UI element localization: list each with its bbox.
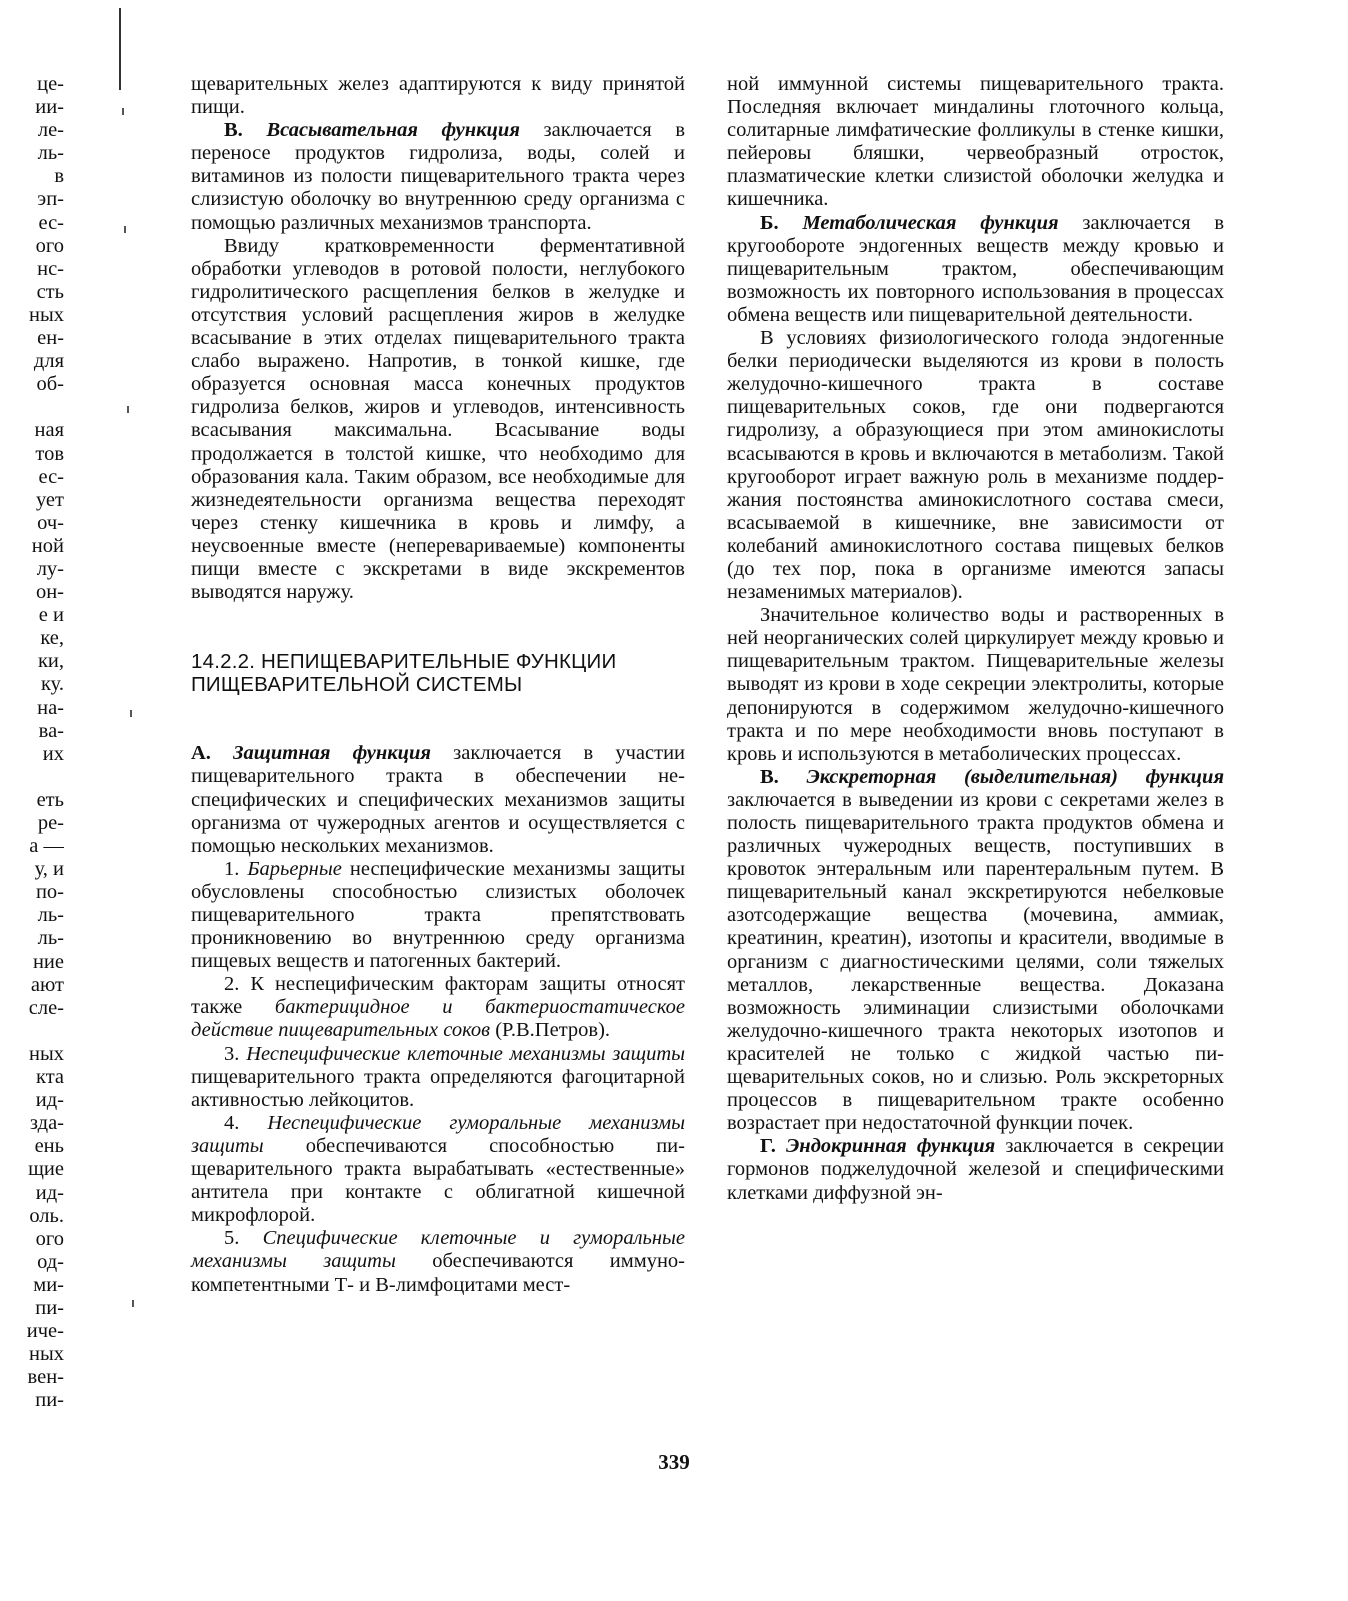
paragraph: В условиях физиологического голода эндогенные белки периодически выделяются из крови в полость желудочно-кишечного тракта в составе пищеварительных соков, где они подвергаются гидролизу, а образующиеся при этом аминокислоты всасываются в кровь и включаются в метаболизм. Такой кругооборот играет важную роль в механизме поддержания постоянства аминокислотного состава смеси, всасываемой в кишечнике, вне зависимости от колебаний аминокислотного состава пищевых белков (до тех пор, пока в организме имеются запасы незаменимых материалов). xyxy=(727,327,1224,604)
section-heading: 14.2.2. НЕПИЩЕВАРИТЕЛЬНЫЕ ФУНКЦИИ ПИЩЕВАРИТЕЛЬНОЙ СИСТЕМЫ xyxy=(191,650,617,697)
metabolic-paragraph: Б. Метаболическая функция заключается в кругообороте эндогенных веществ между кровью и пищеварительным трактом, обеспечивающим возможность их повторного использования в процессах обмена веществ или пищеварительной деятельности. xyxy=(727,211,1224,326)
edge-fragment: ной xyxy=(31,534,64,557)
edge-fragment: еть xyxy=(36,788,64,811)
scan-speck xyxy=(127,406,129,413)
edge-fragment: лу- xyxy=(36,557,64,580)
edge-fragment: их xyxy=(42,742,64,765)
edge-fragment: ль- xyxy=(37,904,64,927)
edge-fragment: а — xyxy=(29,835,64,858)
list-item: 1. Барьерные неспецифические механизмы защиты обусловлены способностью слизистых оболочек пищеварительного тракта препятствовать проникновению во внутреннюю среду организма пищевых веществ и патогенных бактерий. xyxy=(191,857,685,973)
absorption-paragraph: В. Всасывательная функция заключается в переносе продуктов гидролиза, воды, солей и витаминов из полости пищеварительного тракта через слизистую оболочку во внутреннюю среду организма с помощью различных механизмов транспорта. xyxy=(191,119,686,234)
edge-fragment: ре- xyxy=(37,812,64,834)
edge-fragment: од- xyxy=(37,1250,64,1273)
edge-fragment: эп- xyxy=(37,188,64,211)
edge-fragment: ии- xyxy=(35,96,64,119)
edge-fragment: ле- xyxy=(37,119,64,142)
list-item: 2. К неспецифическим факторам защиты относят также бактерицидное и бактериостатическое действие пищеварительных соков (Р.В.Петров). xyxy=(191,973,686,1042)
metabolic-term: Метаболическая функция xyxy=(802,211,1059,234)
scan-artifact-line xyxy=(119,8,121,90)
edge-fragment: пи- xyxy=(35,1296,64,1319)
edge-fragment: для xyxy=(33,350,64,373)
edge-fragment: на- xyxy=(37,696,64,719)
edge-fragment: сть xyxy=(36,280,64,303)
page-number: 339 xyxy=(658,1450,690,1474)
endocrine-term: Эндокринная функция xyxy=(785,1135,996,1158)
scan-speck xyxy=(124,226,126,233)
edge-fragment: ует xyxy=(35,488,64,511)
edge-fragment: ен- xyxy=(37,327,64,350)
edge-fragment: оль. xyxy=(29,1204,64,1227)
edge-fragment: ние xyxy=(32,950,64,973)
scan-speck xyxy=(132,1300,134,1307)
protective-term: Защитная функция xyxy=(233,742,431,765)
edge-fragment xyxy=(2,396,64,419)
text-column-left xyxy=(191,73,685,1297)
spacer xyxy=(191,604,685,650)
edge-fragment: в xyxy=(54,165,64,188)
list-item: 3. Неспецифические клеточные механизмы защиты пищеварительного тракта определяются фагоцитарной активностью лейкоцитов. xyxy=(191,1042,686,1111)
edge-fragment: у, и xyxy=(34,858,64,881)
edge-fragment: ль- xyxy=(37,927,64,950)
edge-fragment: ают xyxy=(30,973,64,996)
excretory-term: Экскреторная (выделительная) функция xyxy=(806,765,1225,788)
previous-page-edge-text xyxy=(2,73,64,1412)
scan-speck xyxy=(122,108,124,115)
edge-fragment: пи- xyxy=(35,1389,64,1412)
excretory-paragraph: В. Экскреторная (выделительная) функция заключается в выведении из крови с секретами желез в полость пищеварительного тракта продуктов обмена и различных чужеродных веществ, поступивших в кровоток энтеральным или парентеральным путем. В пищеварительный канал экскретируются небелковые азотсодержащие вещества (мочевина, аммиак, креатинин, креатин), изотопы и красители, вводимые в организм с диагностическими целями, соли тяжелых металлов, лекарственные вещества. Доказана возможность элиминации слизистыми оболочками желудочно-кишечного тракта некоторых изотопов и красителей не только с жидкой частью пищеварительных соков, но и слизью. Роль экскреторных процессов в пищеварительном тракте особенно возрастает при недостаточной функции почек. xyxy=(727,765,1225,1135)
edge-fragment: ке, xyxy=(40,627,64,650)
edge-fragment: ес- xyxy=(38,465,64,488)
edge-fragment: ных xyxy=(29,1343,64,1366)
protective-paragraph: А. Защитная функция заключается в участии пищеварительного тракта в обеспечении неспецифических и специфических механизмов защиты организма от чужеродных агентов и осуществляется с помощью нескольких механизмов. xyxy=(191,742,686,857)
edge-fragment xyxy=(2,1020,64,1043)
list-item: 5. Специфические клеточные и гуморальные механизмы защиты обеспечиваются иммунокомпетентными Т- и В-лимфоцитами мест- xyxy=(191,1227,686,1296)
absorption-term: Всасывательная функция xyxy=(266,119,520,142)
edge-fragment: об- xyxy=(36,373,64,396)
edge-fragment: тов xyxy=(35,442,64,465)
edge-fragment: ми- xyxy=(33,1273,64,1296)
paragraph: Ввиду кратковременности ферментативной обработки углеводов в ротовой полости, неглубокого гидролитического расщепления белков в желудке и отсутствия условий расщепления жиров в желудке всасывание в этих отделах пищеварительного тракта слабо выражено. Напротив, в тонкой кишке, где образуется основная масса конечных продуктов гидролиза белков, жиров и углеводов, интенсивность всасывания максимальна. Всасывание воды продолжается в толстой кишке, что необходимо для образования кала. Таким образом, все необходимые для жизнедеятельности организма вещества переходят через стенку кишечника в кровь и лимфу, а неусвоенные вместе (неперевариваемые) компоненты пищи вместе с экскретами в виде экскрементов выводятся наружу. xyxy=(191,234,685,604)
edge-fragment: ого xyxy=(35,1227,64,1250)
paragraph: ной иммунной системы пищеварительного тракта. Последняя включает миндалины глоточного кольца, солитарные лимфатические фолликулы в стенке кишки, пейеровы бляшки, червеобразный отросток, плазматические клетки слизистой оболочки желудка и кишечника. xyxy=(727,73,1224,211)
edge-fragment: ого xyxy=(35,234,64,257)
edge-fragment: зда- xyxy=(29,1112,64,1135)
paragraph: щеварительных желез адаптируются к виду принятой пищи. xyxy=(191,73,685,119)
list-item: 4. Неспецифические гуморальные механизмы защиты обеспечиваются способностью пищеварительного тракта вырабатывать «естественные» антитела при контакте с облигатной кишечной микрофлорой. xyxy=(191,1111,686,1227)
edge-fragment: сле- xyxy=(28,996,64,1019)
edge-fragment: це- xyxy=(37,73,64,95)
scan-speck xyxy=(130,710,132,717)
edge-fragment: ень xyxy=(34,1135,64,1158)
edge-fragment: по- xyxy=(35,881,64,904)
edge-fragment: ку. xyxy=(41,673,64,696)
edge-fragment xyxy=(2,766,64,789)
text-column-right xyxy=(727,73,1224,1205)
paragraph: Значительное количество воды и растворенных в ней неорганических солей циркулирует между кровью и пищеварительным трактом. Пищеварительные железы выводят из крови в ходе секреции электролиты, которые депонируются в содержимом желудочно-кишечного тракта и по мере необходимости вновь поступают в кровь и используются в метаболических процессах. xyxy=(727,604,1224,765)
edge-fragment: е и xyxy=(38,604,64,627)
edge-fragment: ес- xyxy=(38,211,64,234)
edge-fragment: иче- xyxy=(26,1320,64,1343)
edge-fragment: ных xyxy=(29,1042,64,1065)
spacer xyxy=(191,696,685,742)
edge-fragment: ных xyxy=(29,303,64,326)
edge-fragment: ид- xyxy=(35,1181,64,1204)
edge-fragment: ва- xyxy=(38,719,64,742)
edge-fragment: щие xyxy=(28,1158,64,1181)
edge-fragment: ль- xyxy=(37,142,64,165)
edge-fragment: ная xyxy=(34,419,64,442)
edge-fragment: оч- xyxy=(37,511,64,534)
edge-fragment: ки, xyxy=(37,650,64,673)
endocrine-paragraph: Г. Эндокринная функция заключается в секреции гормонов поджелудочной железой и специфическими клетками диффузной эн- xyxy=(727,1135,1225,1204)
edge-fragment: он- xyxy=(35,581,64,604)
edge-fragment: вен- xyxy=(27,1366,64,1389)
edge-fragment: нс- xyxy=(37,257,64,280)
edge-fragment: ид- xyxy=(35,1089,64,1112)
edge-fragment: кта xyxy=(36,1066,64,1089)
